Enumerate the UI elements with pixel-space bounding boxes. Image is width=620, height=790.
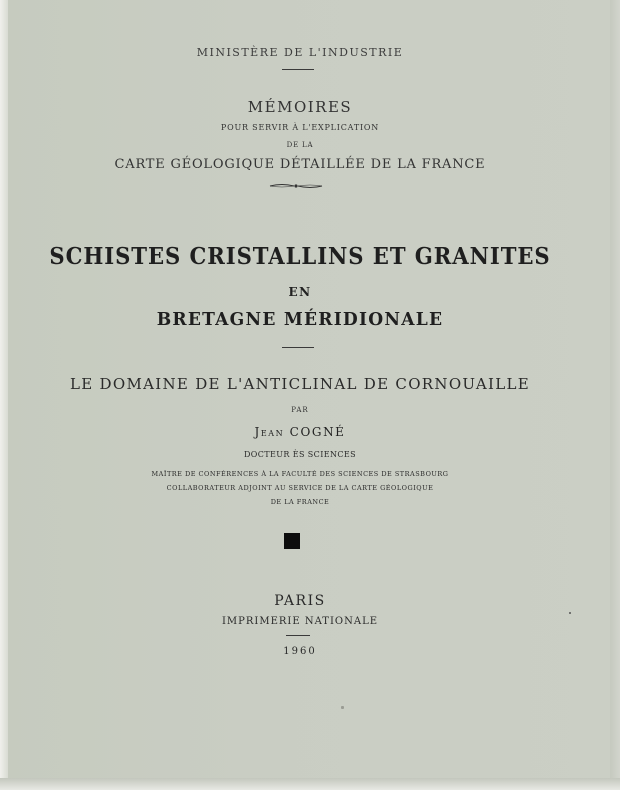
by-label: PAR: [291, 406, 309, 414]
divider-rule: [282, 347, 314, 348]
ministry-heading: MINISTÈRE DE L'INDUSTRIE: [196, 46, 404, 59]
publication-city: PARIS: [274, 593, 326, 609]
author-role-3: DE LA FRANCE: [270, 498, 330, 506]
divider-rule: [282, 69, 314, 70]
author-role-2: COLLABORATEUR ADJOINT AU SERVICE DE LA CARTE GÉOLOGIQUE: [166, 484, 434, 492]
subtitle: LE DOMAINE DE L'ANTICLINAL DE CORNOUAILLE: [69, 375, 531, 393]
paper-speck: [569, 612, 571, 614]
publisher-name: IMPRIMERIE NATIONALE: [221, 616, 379, 627]
series-title: MÉMOIRES: [247, 98, 353, 116]
divider-rule: [286, 635, 310, 636]
series-line-3: CARTE GÉOLOGIQUE DÉTAILLÉE DE LA FRANCE: [114, 157, 486, 172]
author-degree: DOCTEUR ÈS SCIENCES: [243, 450, 357, 459]
cover-edge-right: [610, 0, 620, 790]
main-title-line-3: BRETAGNE MÉRIDIONALE: [156, 309, 444, 330]
series-line-2: DE LA: [286, 141, 314, 149]
main-title-line-2: EN: [288, 285, 312, 299]
paper-speck: [341, 706, 344, 709]
publication-year: 1960: [283, 646, 317, 657]
square-ornament: [284, 533, 300, 549]
series-line-1: POUR SERVIR À L'EXPLICATION: [220, 123, 380, 132]
ornament-divider: [268, 182, 324, 190]
main-title-line-1: SCHISTES CRISTALLINS ET GRANITES: [49, 243, 551, 270]
author-name: Jean COGNÉ: [254, 425, 346, 439]
author-role-1: MAÎTRE DE CONFÉRENCES À LA FACULTÉ DES SCIENCES DE STRASBOURG: [151, 470, 449, 478]
